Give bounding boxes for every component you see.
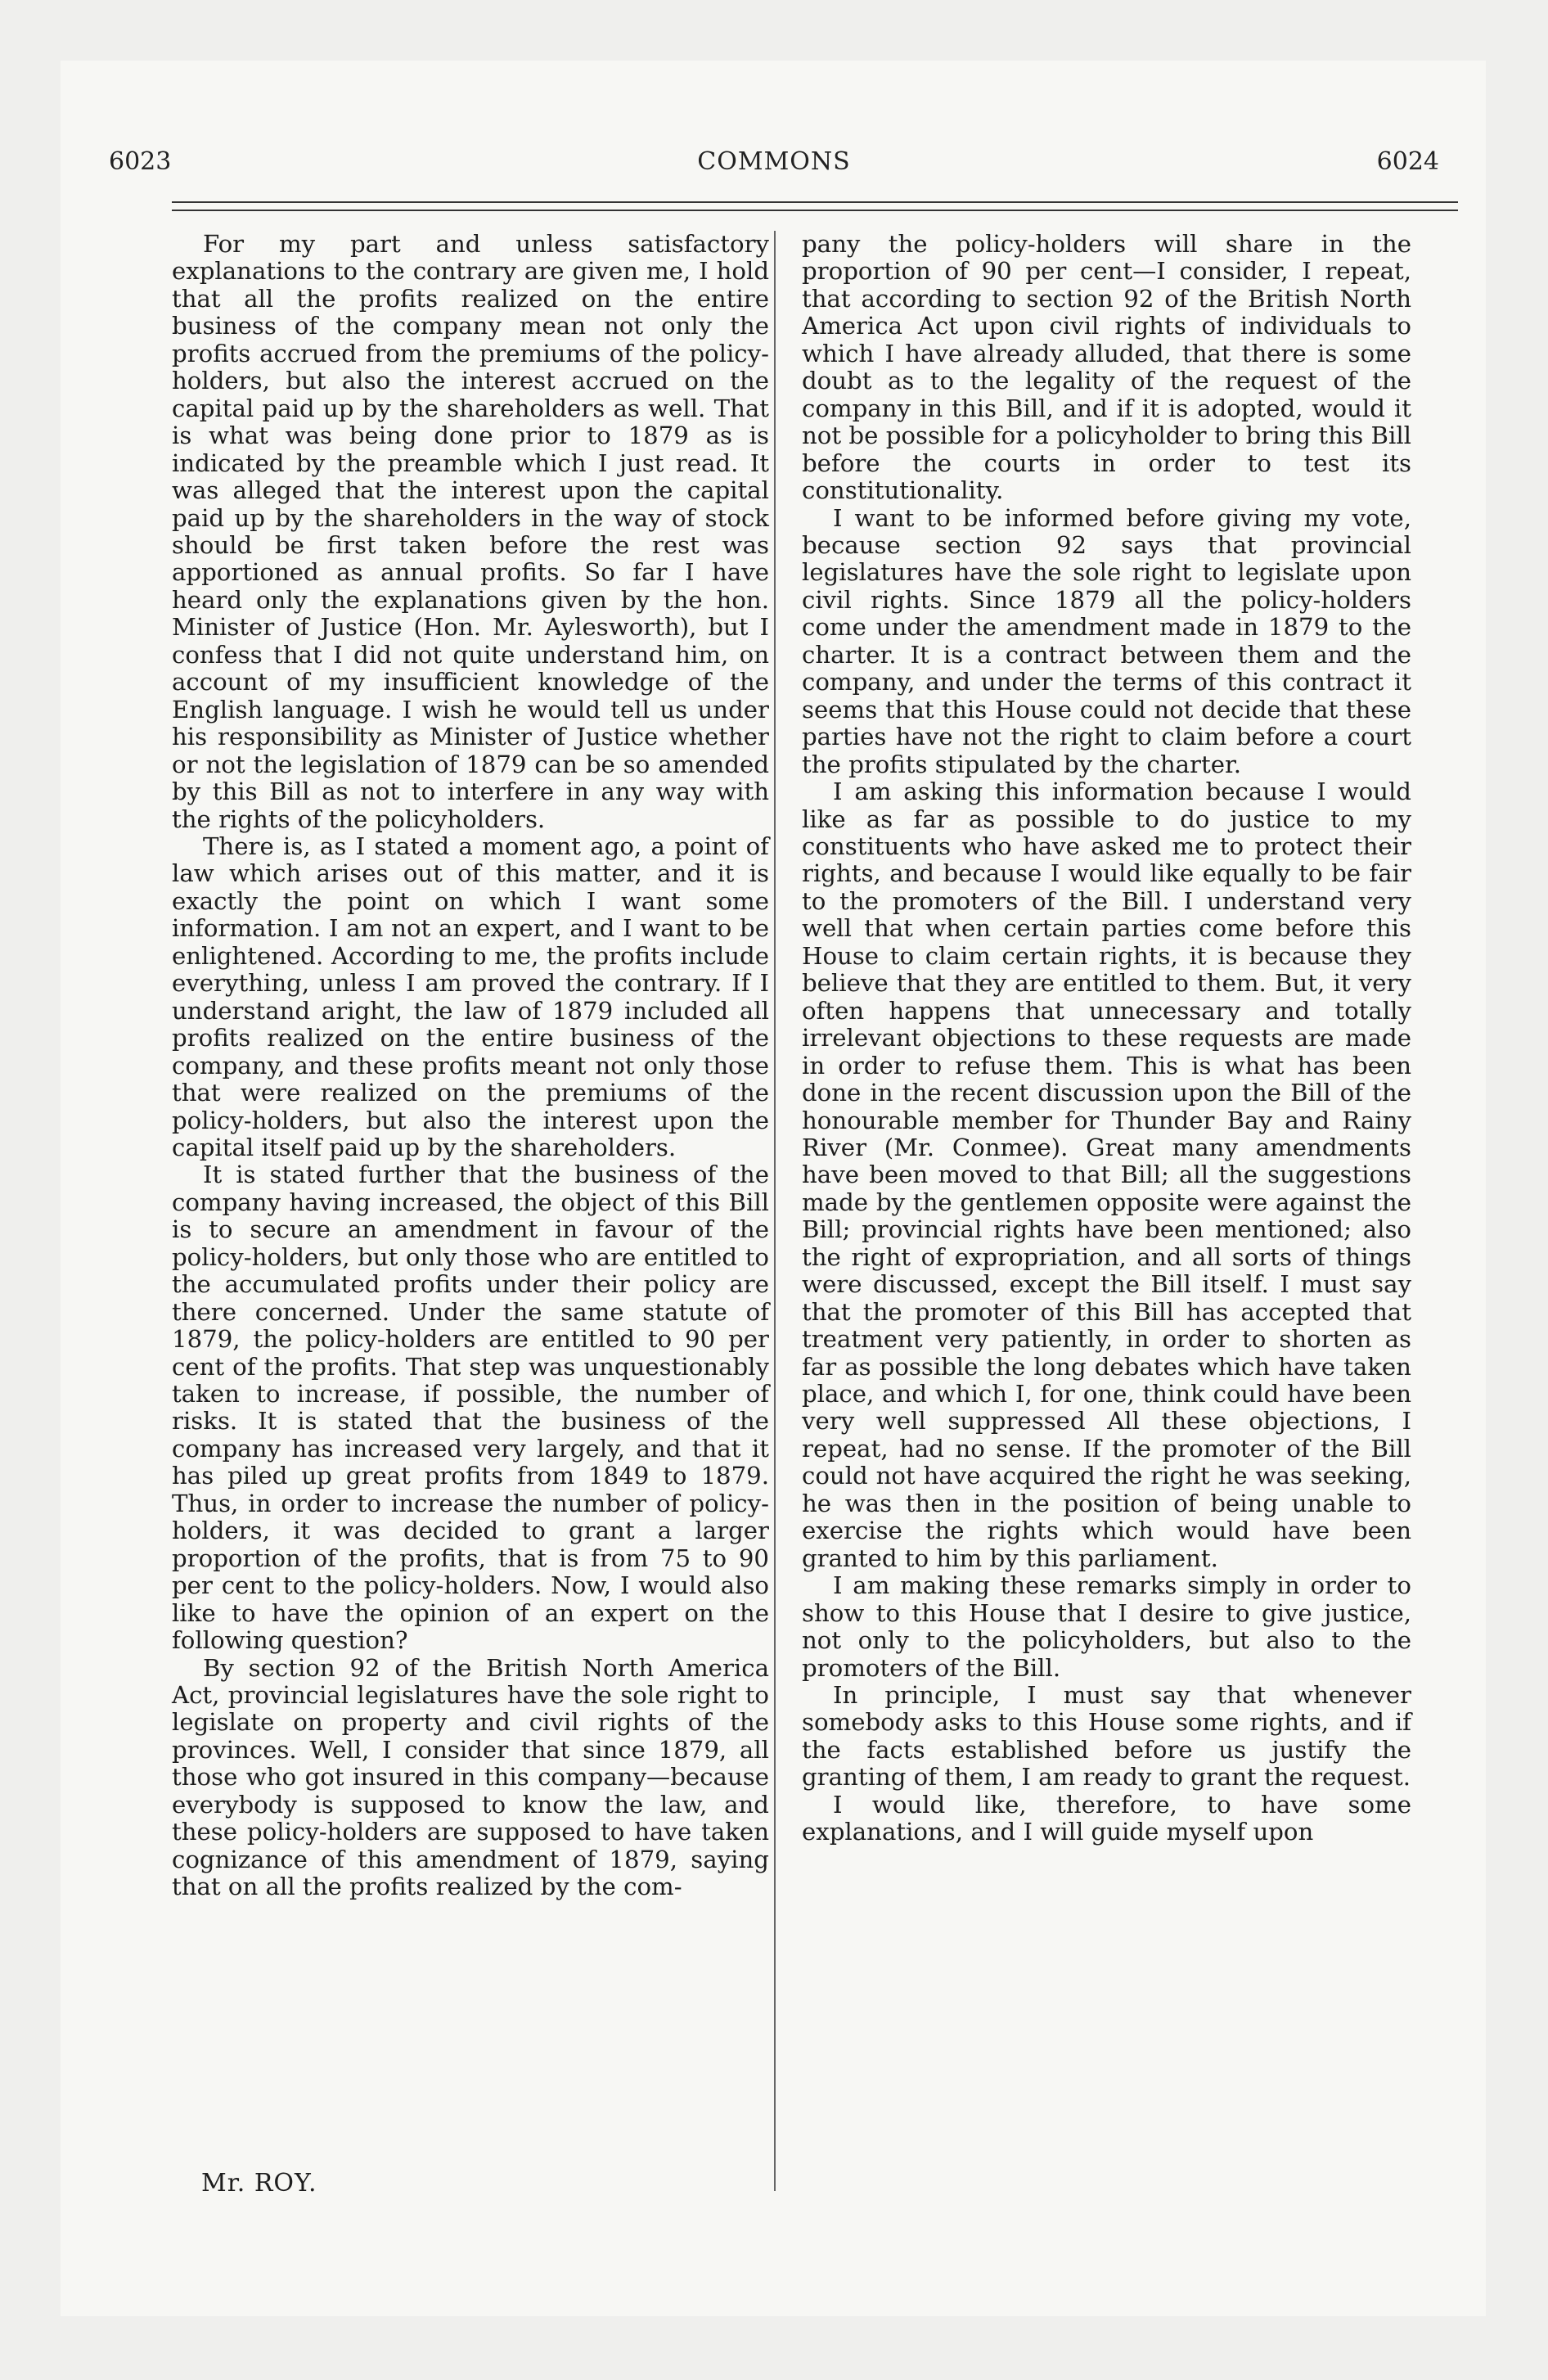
paragraph: For my part and unless satisfactory explanations to the contrary are given me, I hold that all the profits realized on the entire business of the company mean not only the profits accrued from the premiums of the policy-holders, but also the interest accrued on the capital paid up by the shareholders as well. That is what was being done prior to 1879 as is indicated by the preamble which I just read. It was alleged that the interest upon the capital paid up by the shareholders in the way of stock should be first taken before the rest was apportioned as annual profits. So far I have heard only the explanations given by the hon. Minister of Justice (Hon. Mr. Aylesworth), but I confess that I did not quite understand him, on account of my insufficient knowledge of the English language. I wish he would tell us under his responsibility as Minister of Justice whether or not the legislation of 1879 can be so amended by this Bill as not to interfere in any way with the rights of the policyholders.	[172, 230, 769, 833]
paragraph: I want to be informed before giving my vote, because section 92 says that provincial legislatures have the sole right to legislate upon civil rights. Since 1879 all the policy-holders come under the amendment made in 1879 to the charter. It is a contract between them and the company, and under the terms of this contract it seems that this House could not decide that these parties have not the right to claim before a court the profits stipulated by the charter.	[802, 503, 1411, 778]
column-divider	[774, 231, 776, 2191]
right-column	[802, 231, 1411, 1846]
page-number-right: 6024	[1376, 147, 1439, 176]
page-title: COMMONS	[697, 147, 851, 176]
paragraph: I would like, therefore, to have some explanations, and I will guide myself upon	[802, 1790, 1411, 1846]
left-column	[172, 231, 769, 1901]
paragraph: I am making these remarks simply in order to show to this House that I desire to give justice, not only to the policyholders, but also to the promoters of the Bill.	[802, 1571, 1411, 1682]
paragraph: It is stated further that the business of the company having increased, the object of this Bill is to secure an amendment in favour of the policy-holders, but only those who are entitled to the accumulated profits under their policy are there concerned. Under the same statute of 1879, the policy-holders are entitled to 90 per cent of the profits. That step was unquestionably taken to increase, if possible, the number of risks. It is stated that the business of the company has increased very largely, and that it has piled up great profits from 1849 to 1879. Thus, in order to increase the number of policy-holders, it was decided to grant a larger proportion of the profits, that is from 75 to 90 per cent to the policy-holders. Now, I would also like to have the opinion of an expert on the following question?	[172, 1161, 769, 1655]
paragraph: There is, as I stated a moment ago, a point of law which arises out of this matter, and it is exactly the point on which I want some information. I am not an expert, and I want to be enlightened. According to me, the profits include everything, unless I am proved the contrary. If I understand aright, the law of 1879 included all profits realized on the entire business of the company, and these profits meant not only those that were realized on the premiums of the policy-holders, but also the interest upon the capital itself paid up by the shareholders.	[172, 832, 769, 1161]
page-number-left: 6023	[109, 147, 172, 176]
page-header	[0, 82, 1548, 176]
paragraph: I am asking this information because I would like as far as possible to do justice to my constituents who have asked me to protect their rights, and because I would like equally to be fair to the promoters of the Bill. I understand very well that when certain parties come before this House to claim certain rights, it is because they believe that they are entitled to them. But, it very often happens that unnecessary and totally irrelevant objections to these requests are made in order to refuse them. This is what has been done in the recent discussion upon the Bill of the honourable member for Thunder Bay and Rainy River (Mr. Conmee). Great many amendments have been moved to that Bill; all the suggestions made by the gentlemen opposite were against the Bill; provincial rights have been mentioned; also the right of expropriation, and all sorts of things were discussed, except the Bill itself. I must say that the promoter of this Bill has accepted that treatment very patiently, in order to shorten as far as possible the long debates which have taken place, and which I, for one, think could have been very well suppressed All these objections, I repeat, had no sense. If the promoter of the Bill could not have acquired the right he was seeking, he was then in the position of being unable to exercise the rights which would have been granted to him by this parliament.	[802, 778, 1411, 1572]
header-rule-top	[172, 201, 1458, 203]
paragraph: By section 92 of the British North America Act, provincial legislatures have the sole right to legislate on property and civil rights of the provinces. Well, I consider that since 1879, all those who got insured in this company—because everybody is supposed to know the law, and these policy-holders are supposed to have taken cognizance of this amendment of 1879, saying that on all the profits realized by the com-	[172, 1653, 769, 1901]
paragraph: In principle, I must say that whenever somebody asks to this House some rights, and if the facts established before us justify the granting of them, I am ready to grant the request.	[802, 1681, 1411, 1792]
speaker-footer: Mr. ROY.	[201, 2169, 317, 2197]
paragraph: pany the policy-holders will share in the proportion of 90 per cent—I consider, I repeat, that according to section 92 of the British North America Act upon civil rights of individuals to which I have already alluded, that there is some doubt as to the legality of the request of the company in this Bill, and if it is adopted, would it not be possible for a policyholder to bring this Bill before the courts in order to test its constitutionality.	[802, 230, 1411, 505]
header-rule-bottom	[172, 210, 1458, 211]
